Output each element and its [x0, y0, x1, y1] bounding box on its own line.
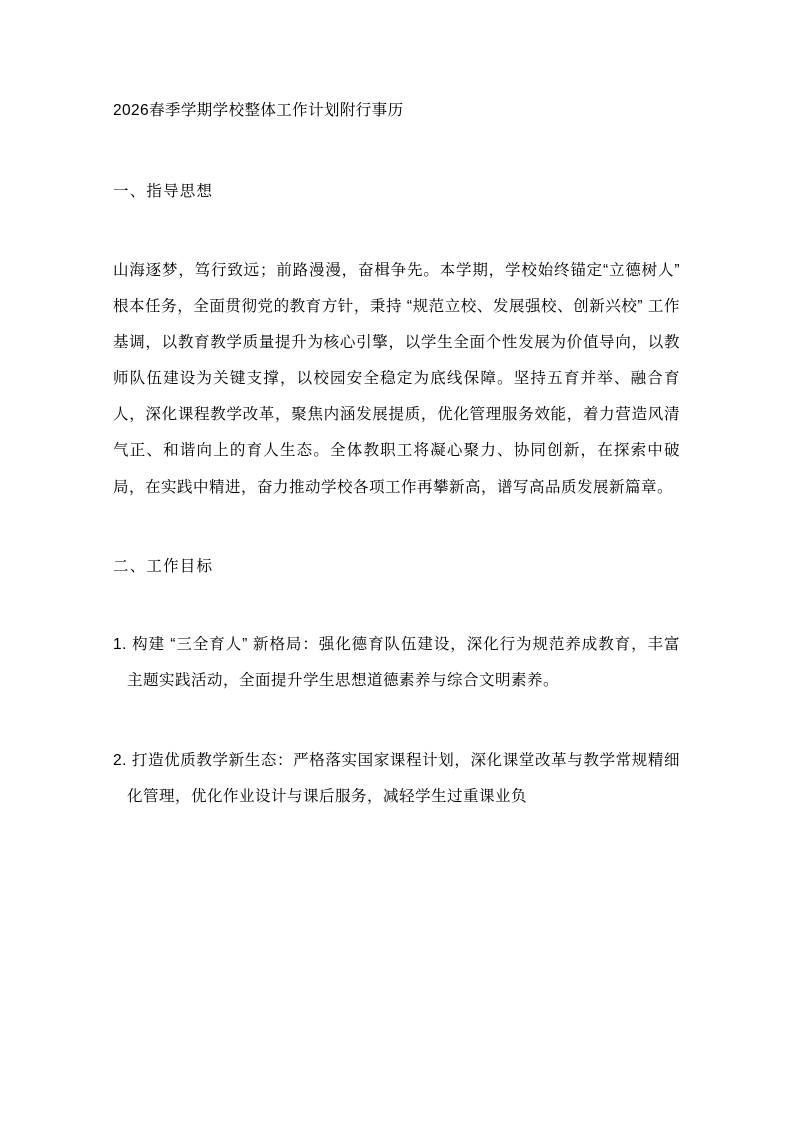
section-heading-work-goals: 二、工作目标 — [113, 557, 214, 575]
page-title: 2026春季学期学校整体工作计划附行事历 — [113, 102, 404, 119]
section-heading-guiding-thought: 一、指导思想 — [113, 183, 214, 201]
paragraph-guiding-thought: 山海逐梦，笃行致远；前路漫漫，奋楫争先。本学期，学校始终锚定“立德树人” 根本任务，全面贯彻党的教育方针，秉持 “规范立校、发展强校、创新兴校” 工作基调，以教育教学质量提升为核心引擎，以学生全面个性发展为价值导向，以教师队伍建设为关键支撑，以校园安全稳定为底线保障。坚持五育并举、融合育人，深化课程教学改革，聚焦内涵发展提质，优化管理服务效能，着力营造风清气正、和谐向上的育人生态。全体教职工将凝心聚力、协同创新，在探索中破局，在实践中精进，奋力推动学校各项工作再攀新高，谱写高品质发展新篇章。 — [113, 261, 680, 496]
list-item: 2. 打造优质教学新生态：严格落实国家课程计划，深化课堂改革与教学常规精细化管理，优化作业设计与课后服务，减轻学生过重课业负 — [113, 752, 680, 806]
list-item: 1. 构建 “三全育人” 新格局：强化德育队伍建设，深化行为规范养成教育，丰富主题实践活动，全面提升学生思想道德素养与综合文明素养。 — [113, 636, 680, 690]
